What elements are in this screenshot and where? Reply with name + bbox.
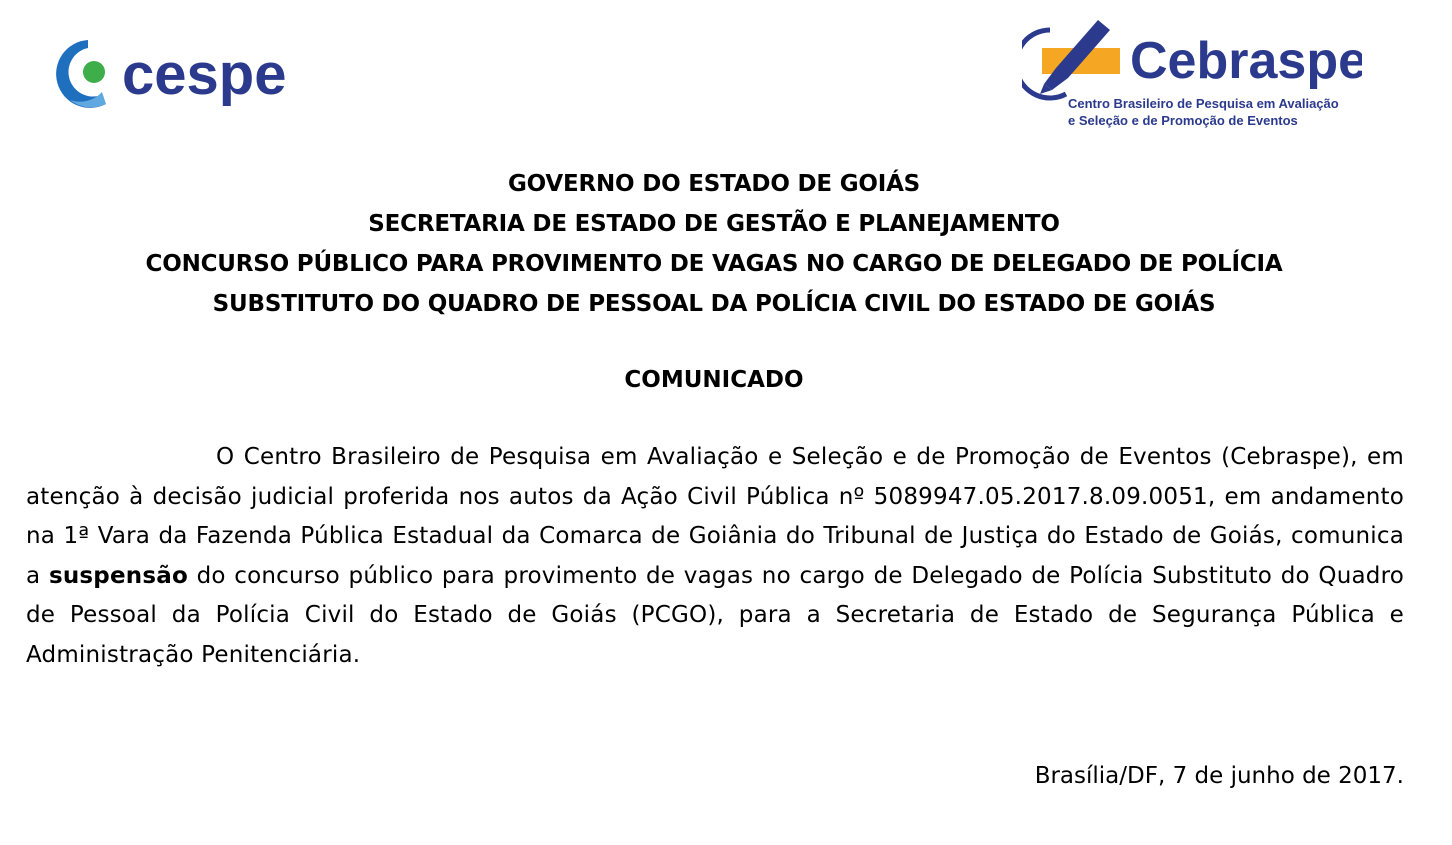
cebraspe-logo-subtitle-1: Centro Brasileiro de Pesquisa em Avaliação [1068, 96, 1339, 111]
header-line-government: GOVERNO DO ESTADO DE GOIÁS [507, 171, 921, 197]
cebraspe-logo-subtitle-2: e Seleção e de Promoção de Eventos [1068, 113, 1298, 128]
document-title: COMUNICADO [624, 367, 804, 393]
header-line-contest: CONCURSO PÚBLICO PARA PROVIMENTO DE VAGAS NO CARGO DE DELEGADO DE POLÍCIA [145, 251, 1283, 277]
body-text-emphasis: suspensão [48, 562, 188, 589]
cebraspe-logo-text: Cebraspe [1130, 32, 1362, 90]
cespe-logo-text: cespe [122, 42, 287, 107]
body-text-part1: O Centro Brasileiro de Pesquisa em Avaliação e Seleção e de Promoção de Eventos (Cebraspe), em atenção à decisão judicial proferida nos autos da Ação Civil Pública nº 5089947.05.2017.8.09.0051, em andamento na 1ª Vara da Fazenda Pública Estadual da Comarca de Goiânia do Tribunal de Justiça do Estado de Goiás, comunica a [26, 444, 1404, 589]
cespe-logo [50, 34, 300, 112]
header-line-secretariat: SECRETARIA DE ESTADO DE GESTÃO E PLANEJAMENTO [368, 211, 1060, 237]
document-header [0, 164, 1428, 324]
body-paragraph [26, 438, 1404, 676]
cebraspe-logo [1022, 12, 1362, 132]
place-date: Brasília/DF, 7 de junho de 2017. [1034, 763, 1404, 789]
header-line-contest-cont: SUBSTITUTO DO QUADRO DE PESSOAL DA POLÍCIA CIVIL DO ESTADO DE GOIÁS [212, 291, 1216, 317]
body-text-part2: do concurso público para provimento de vagas no cargo de Delegado de Polícia Substituto do Quadro de Pessoal da Polícia Civil do Estado de Goiás (PCGO), para a Secretaria de Estado de Segurança Pública e Administração Penitenciária. [26, 562, 1404, 668]
